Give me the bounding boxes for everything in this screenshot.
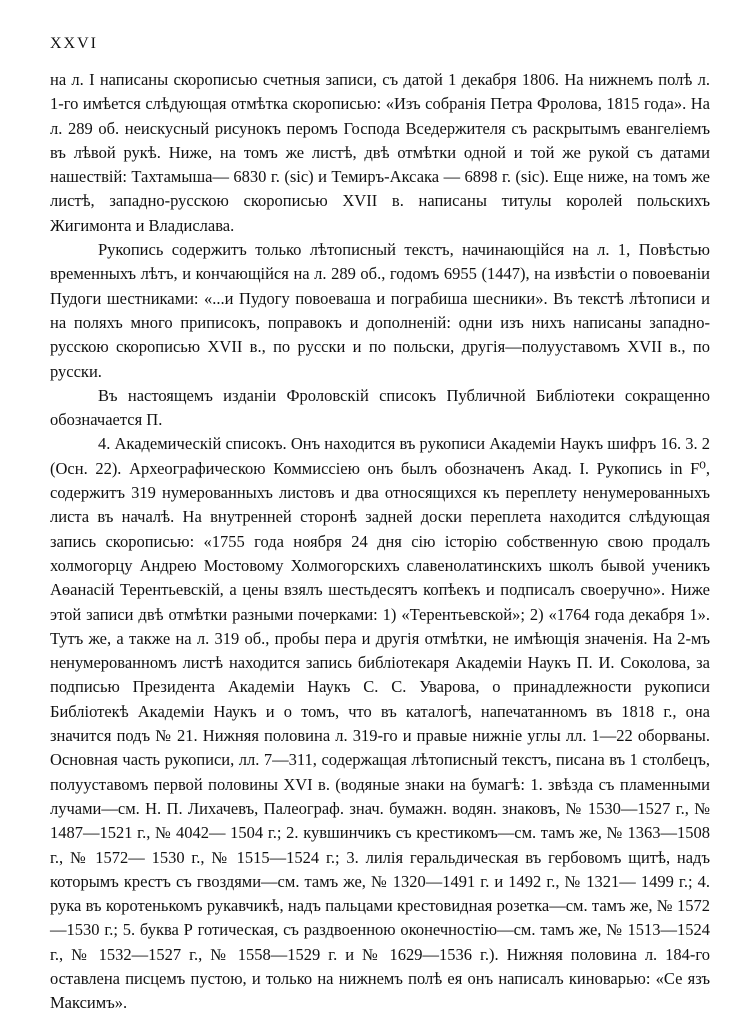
paragraph: 4. Академическій списокъ. Онъ находится въ рукописи Академіи Наукъ шифръ 16. 3. 2 (Осн. 22). Археографическою Коммиссіею онъ былъ обозначенъ Акад. I. Рукопись in F⁰, содержитъ 319 нумерованныхъ листовъ и два относящихся къ переплету ненумерованныхъ листа въ началѣ. На внутренней сторонѣ задней доски переплета находится слѣдующая запись скорописью: «1755 года ноября 24 дня сію історію собственную свою продалъ холмогорцу Андрею Мостовому Холмогорскихъ славенолатинскихъ школъ бывой ученикъ Аѳанасій Терентьевскій, а цены взялъ шестьдесятъ копѣекъ и подписалъ своеручно». Ниже этой записи двѣ отмѣтки разными почерками: 1) «Терентьевской»; 2) «1764 года декабря 1». Тутъ же, а также на л. 319 об., пробы пера и другія отмѣтки, не имѣющія значенія. На 2-мъ ненумерованномъ листѣ находится запись библіотекаря Академіи Наукъ П. И. Соколова, за подписью Президента Академіи Наукъ С. С. Уварова, о принадлежности рукописи Библіотекѣ Академіи Наукъ и о томъ, что въ каталогѣ, напечатанномъ въ 1818 г., она значится подъ № 21. Нижняя половина л. 319-го и правые нижніе углы лл. 1—22 оборваны. Основная часть рукописи, лл. 7—311, содержащая лѣтописный текстъ, писана въ 1 столбецъ, полууставомъ первой половины XVI в. (водяные знаки на бумагѣ: 1. звѣзда съ пламенными лучами—см. Н. П. Лихачевъ, Палеограф. знач. бумажн. водян. знаковъ, № 1530—1527 г., № 1487—1521 г., № 4042— 1504 г.; 2. кувшинчикъ съ крестикомъ—см. тамъ же, № 1363—1508 г., № 1572— 1530 г., № 1515—1524 г.; 3. лилія геральдическая въ гербовомъ щитѣ, надъ которымъ крестъ съ гвоздями—см. тамъ же, № 1320—1491 г. и 1492 г., № 1321— 1499 г.; 4. рука въ коротенькомъ рукавчикѣ, надъ пальцами крестовидная розетка—см. тамъ же, № 1572—1530 г.; 5. буква Р готическая, съ раздвоенною оконечностію—см. тамъ же, № 1513—1524 г., № 1532—1527 г., № 1558—1529 г. и № 1629—1536 г.). Нижняя половина л. 184-го оставлена писцемъ пустою, и только на нижнемъ полѣ ея онъ написалъ киноварью: «Се язъ Максимъ». bbox=[50, 434, 710, 1013]
body-text bbox=[50, 68, 710, 1016]
paragraph: Въ настоящемъ изданіи Фроловскій списокъ Публичной Библіотеки сокращенно обозначается П. bbox=[50, 385, 710, 430]
page-number: XXVI bbox=[50, 35, 98, 52]
paragraph: Рукопись содержитъ только лѣтописный текстъ, начинающійся на л. 1, Повѣстью временныхъ лѣтъ, и кончающійся на л. 289 об., годомъ 6955 (1447), на извѣстіи о повоеваніи Пудоги шестниками: «...и Пудогу повоеваша и пограбиша шесники». Въ текстѣ лѣтописи и на поляхъ много приписокъ, поправокъ и дополненій: одни изъ нихъ написаны западно-русскою скорописью XVII в., по русски и по польски, другія—полууставомъ XVII в., по русски. bbox=[50, 240, 710, 381]
paragraph: на л. I написаны скорописью счетныя записи, съ датой 1 декабря 1806. На нижнемъ полѣ л. 1-го имѣется слѣдующая отмѣтка скорописью: «Изъ собранія Петра Фролова, 1815 года». На л. 289 об. неискусный рисунокъ перомъ Господа Вседержителя съ раскрытымъ евангеліемъ въ лѣвой рукѣ. Ниже, на томъ же листѣ, двѣ отмѣтки одной и той же рукой съ датами нашествій: Тахтамыша— 6830 г. (sic) и Темиръ-Аксака — 6898 г. (sic). Еще ниже, на томъ же листѣ, западно-русскою скорописью XVII в. написаны титулы королей польскихъ Жигимонта и Владислава. bbox=[50, 70, 710, 235]
document-page bbox=[50, 32, 710, 1016]
